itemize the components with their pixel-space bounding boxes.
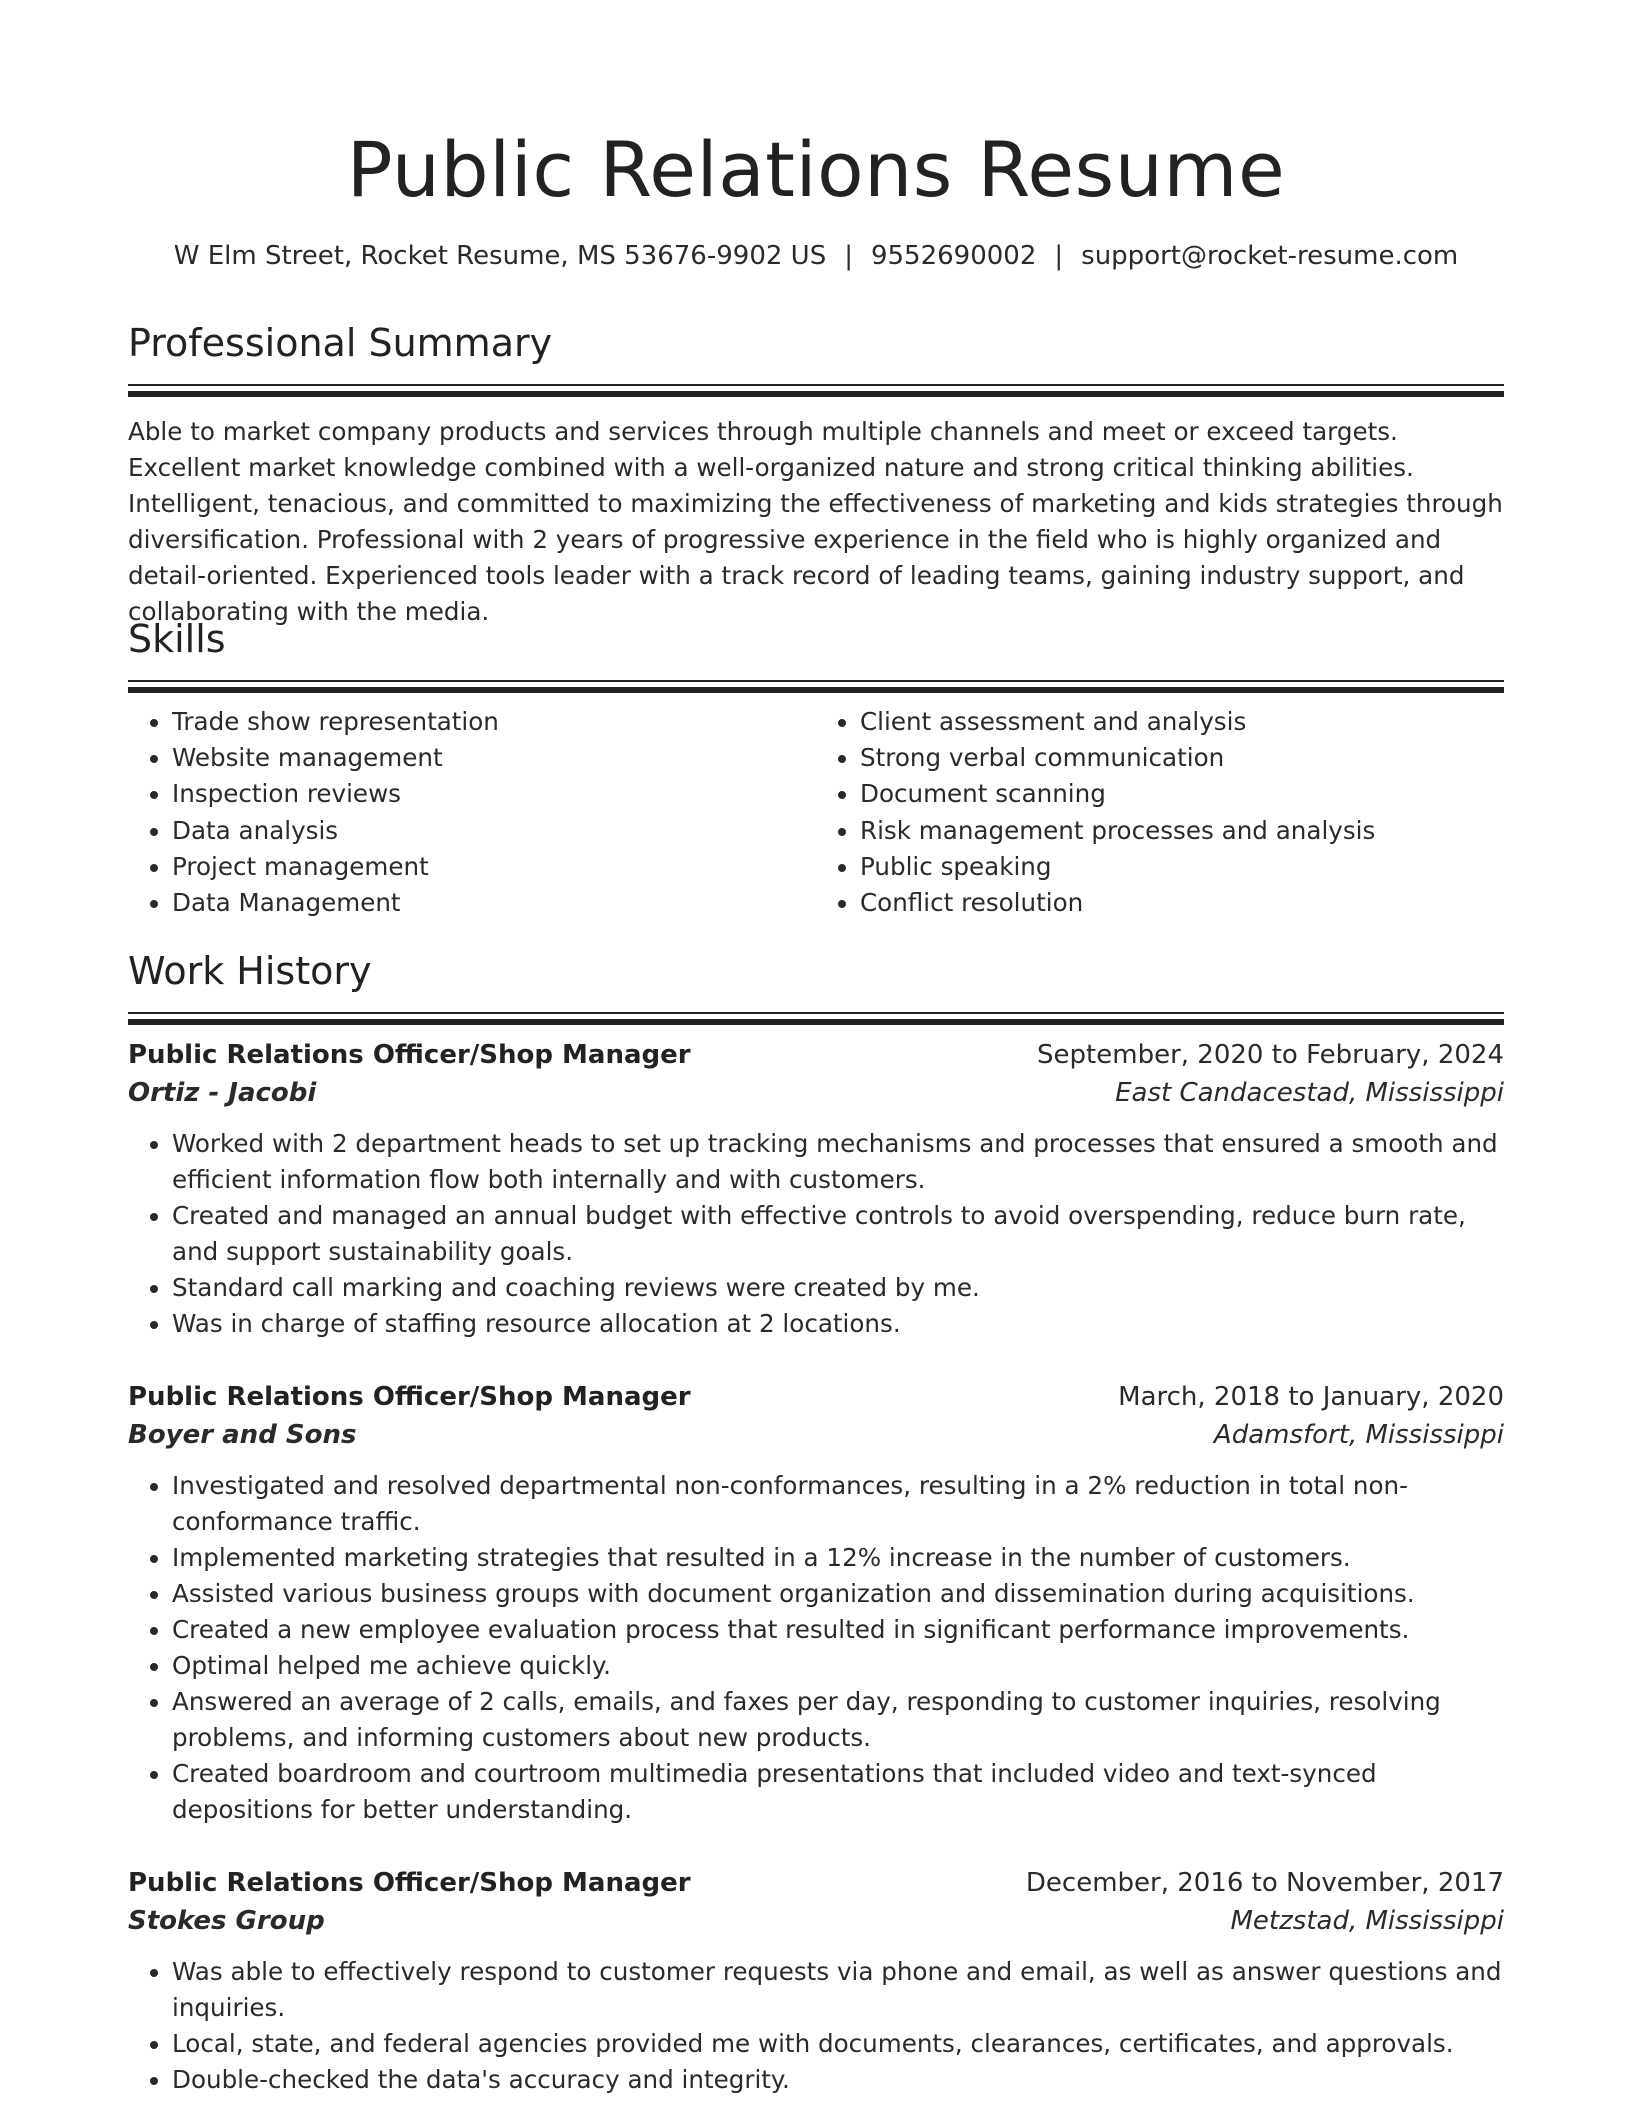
summary-section [128,318,1504,630]
contact-line [128,238,1504,274]
job-title: Public Relations Officer/Shop Manager [128,1868,691,1898]
skill-item: • Project management [172,849,816,885]
work-history-section [128,946,1504,1024]
skill-item: • Inspection reviews [172,776,816,812]
contact-address: W Elm Street, Rocket Resume, MS 53676-9902 US [173,241,827,271]
resume-title: Public Relations Resume [346,125,1286,214]
summary-text: Able to market company products and services through multiple channels and meet or exceed targets. Excellent market knowledge combined with a well-organized nature and strong critical thinking abilities. Intelligent, tenacious, and committed to maximizing the effectiveness of marketing and kids strategies through diversification. Professional with 2 years of progressive experience in the field who is highly organized and detail-oriented. Experienced tools leader with a track record of leading teams, gaining industry support, and collaborating with the media. [128,417,1503,626]
job-location: East Candacestad, Mississippi [1115,1078,1504,1108]
job-location: Adamsfort, Mississippi [1213,1420,1504,1450]
job-bullet: • Worked with 2 department heads to set up tracking mechanisms and processes that ensured a smooth and efficient information flow both internally and with customers. [172,1126,1504,1198]
job-bullet: • Double-checked the data's accuracy and integrity. [172,2062,1504,2098]
skill-item: • Document scanning [860,776,1504,812]
job-bullet: • Optimal helped me achieve quickly. [172,1648,1504,1684]
skill-item: • Client assessment and analysis [860,704,1504,740]
job-bullets [128,1126,1504,1342]
skills-list-left [128,704,816,921]
job-entry [128,1378,1504,1828]
job-bullet: • Created a new employee evaluation process that resulted in significant performance improvements. [172,1612,1504,1648]
skills-section [128,614,1504,921]
job-title: Public Relations Officer/Shop Manager [128,1382,691,1412]
summary-heading: Professional Summary [128,321,553,365]
job-bullets [128,1954,1504,2098]
job-bullet: • Local, state, and federal agencies provided me with documents, clearances, certificates, and approvals. [172,2026,1504,2062]
section-divider [128,384,1504,396]
work-history-heading: Work History [128,949,372,993]
job-bullet: • Assisted various business groups with document organization and dissemination during acquisitions. [172,1576,1504,1612]
skills-list-right [816,704,1504,921]
job-header-row [128,1864,1504,1902]
job-entry [128,1864,1504,2098]
skill-item: • Risk management processes and analysis [860,813,1504,849]
contact-phone: 9552690002 [870,241,1037,271]
job-company: Boyer and Sons [128,1420,357,1450]
job-bullet: • Created boardroom and courtroom multimedia presentations that included video and text-synced depositions for better understanding. [172,1756,1504,1828]
job-header-row [128,1036,1504,1074]
skill-item: • Website management [172,740,816,776]
skill-item: • Conflict resolution [860,885,1504,921]
skill-item: • Data Management [172,885,816,921]
job-bullet: • Investigated and resolved departmental non-conformances, resulting in a 2% reduction in total non-conformance traffic. [172,1468,1504,1540]
job-bullet: • Standard call marking and coaching reviews were created by me. [172,1270,1504,1306]
section-divider [128,680,1504,692]
job-bullet: • Was in charge of staffing resource allocation at 2 locations. [172,1306,1504,1342]
skill-item: • Strong verbal communication [860,740,1504,776]
job-bullet: • Was able to effectively respond to customer requests via phone and email, as well as answer questions and inquiries. [172,1954,1504,2026]
contact-separator: | [844,241,853,271]
skill-item: • Trade show representation [172,704,816,740]
job-subheader-row [128,1902,1504,1940]
job-bullet: • Implemented marketing strategies that resulted in a 12% increase in the number of customers. [172,1540,1504,1576]
job-subheader-row [128,1416,1504,1454]
job-header-row [128,1378,1504,1416]
job-company: Ortiz - Jacobi [128,1078,317,1108]
skills-columns [128,704,1504,921]
job-location: Metzstad, Mississippi [1230,1906,1504,1936]
job-company: Stokes Group [128,1906,325,1936]
contact-separator: | [1054,241,1064,271]
job-dates: September, 2020 to February, 2024 [1037,1040,1504,1070]
job-title: Public Relations Officer/Shop Manager [128,1040,691,1070]
job-bullet: • Answered an average of 2 calls, emails, and faxes per day, responding to customer inquiries, resolving problems, and informing customers about new products. [172,1684,1504,1756]
job-bullet: • Created and managed an annual budget with effective controls to avoid overspending, reduce burn rate, and support sustainability goals. [172,1198,1504,1270]
job-entry [128,1036,1504,1342]
skill-item: • Data analysis [172,813,816,849]
skill-item: • Public speaking [860,849,1504,885]
job-dates: March, 2018 to January, 2020 [1118,1382,1504,1412]
contact-email: support@rocket-resume.com [1081,241,1459,271]
job-bullets [128,1468,1504,1828]
skills-heading: Skills [128,617,226,661]
section-divider [128,1012,1504,1024]
job-subheader-row [128,1074,1504,1112]
job-dates: December, 2016 to November, 2017 [1025,1868,1504,1898]
